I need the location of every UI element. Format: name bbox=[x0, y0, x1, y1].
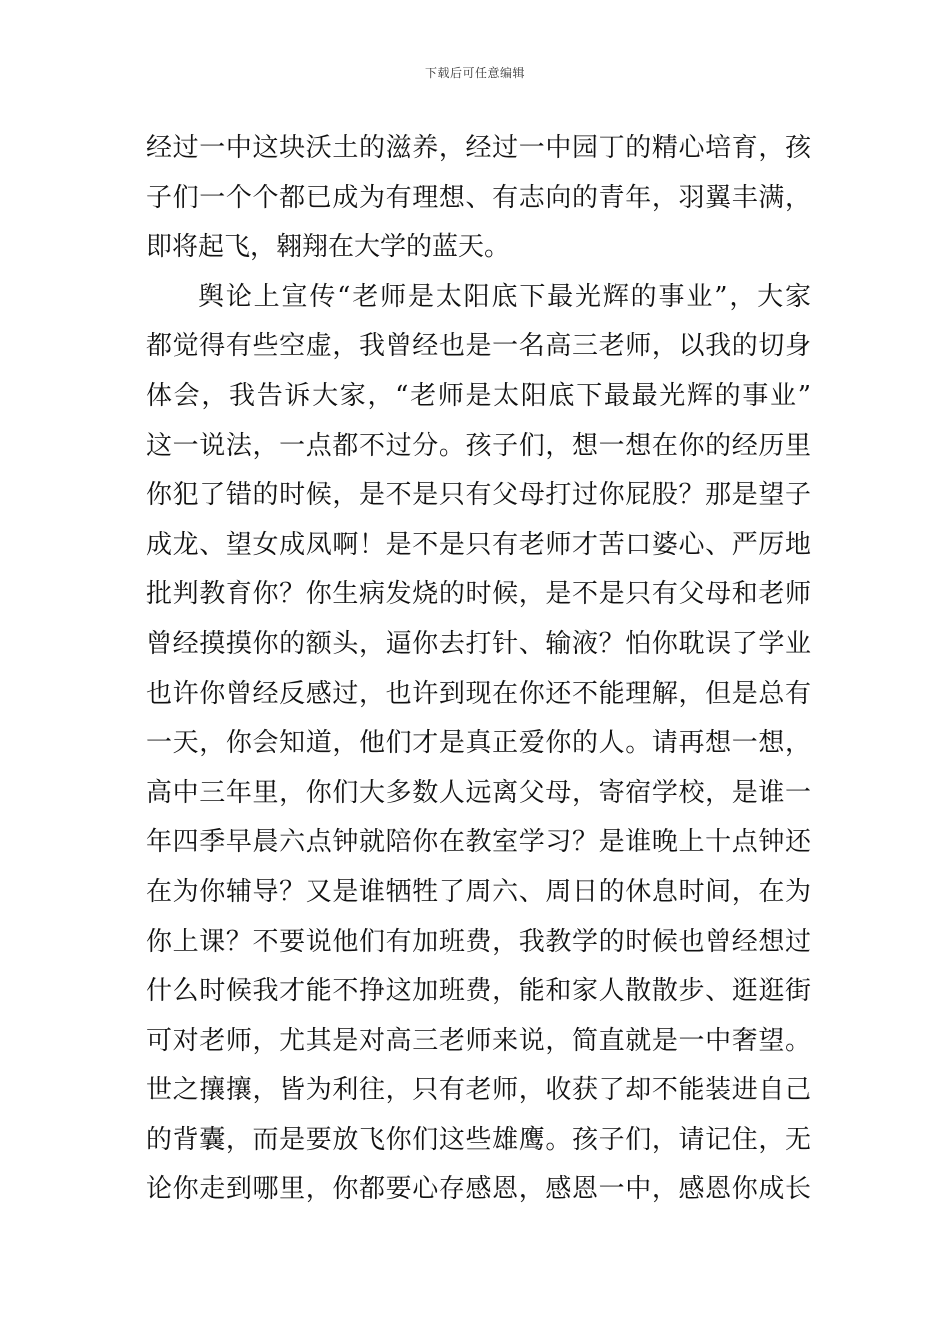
text-line: 成龙、望女成凤啊！是不是只有老师才苦口婆心、严厉地 bbox=[146, 529, 811, 560]
paragraph-1 bbox=[146, 124, 811, 273]
text-line: 在为你辅导？又是谁牺牲了周六、周日的休息时间，在为 bbox=[146, 876, 811, 907]
document-body bbox=[146, 124, 811, 1215]
text-line: 子们一个个都已成为有理想、有志向的青年，羽翼丰满， bbox=[146, 182, 811, 213]
text-line: 经过一中这块沃土的滋养，经过一中园丁的精心培育，孩 bbox=[146, 133, 811, 163]
text-line: 都觉得有些空虚，我曾经也是一名高三老师，以我的切身 bbox=[146, 331, 811, 362]
text-line: 曾经摸摸你的额头，逼你去打针、输液？怕你耽误了学业 bbox=[146, 628, 811, 659]
text-line: 论你走到哪里，你都要心存感恩，感恩一中，感恩你成长 bbox=[146, 1174, 811, 1205]
text-line: 舆论上宣传“老师是太阳底下最光辉的事业”，大家 bbox=[198, 281, 811, 312]
text-line: 你上课？不要说他们有加班费，我教学的时候也曾经想过 bbox=[146, 926, 811, 957]
text-line: 的背囊，而是要放飞你们这些雄鹰。孩子们，请记住，无 bbox=[146, 1124, 811, 1155]
text-line: 高中三年里，你们大多数人远离父母，寄宿学校，是谁一 bbox=[146, 777, 811, 808]
text-line: 年四季早晨六点钟就陪你在教室学习？是谁晚上十点钟还 bbox=[146, 827, 811, 858]
text-line: 即将起飞，翱翔在大学的蓝天。 bbox=[146, 232, 511, 263]
text-line: 一天，你会知道，他们才是真正爱你的人。请再想一想， bbox=[146, 728, 811, 759]
text-line: 批判教育你？你生病发烧的时候，是不是只有父母和老师 bbox=[146, 579, 811, 610]
text-line: 可对老师，尤其是对高三老师来说，简直就是一中奢望。 bbox=[146, 1025, 811, 1056]
text-line: 你犯了错的时候，是不是只有父母打过你屁股？那是望子 bbox=[146, 480, 811, 511]
paragraph-2 bbox=[146, 273, 811, 1215]
text-line: 世之攘攘，皆为利往，只有老师，收获了却不能装进自己 bbox=[146, 1075, 811, 1106]
text-line: 这一说法，一点都不过分。孩子们，想一想在你的经历里 bbox=[146, 430, 811, 461]
text-line: 体会，我告诉大家，“老师是太阳底下最最光辉的事业” bbox=[146, 380, 811, 411]
page-header: 下载后可任意编辑 bbox=[424, 66, 525, 80]
text-line: 也许你曾经反感过，也许到现在你还不能理解，但是总有 bbox=[146, 678, 811, 709]
text-line: 什么时候我才能不挣这加班费，能和家人散散步、逛逛街 bbox=[146, 976, 811, 1007]
